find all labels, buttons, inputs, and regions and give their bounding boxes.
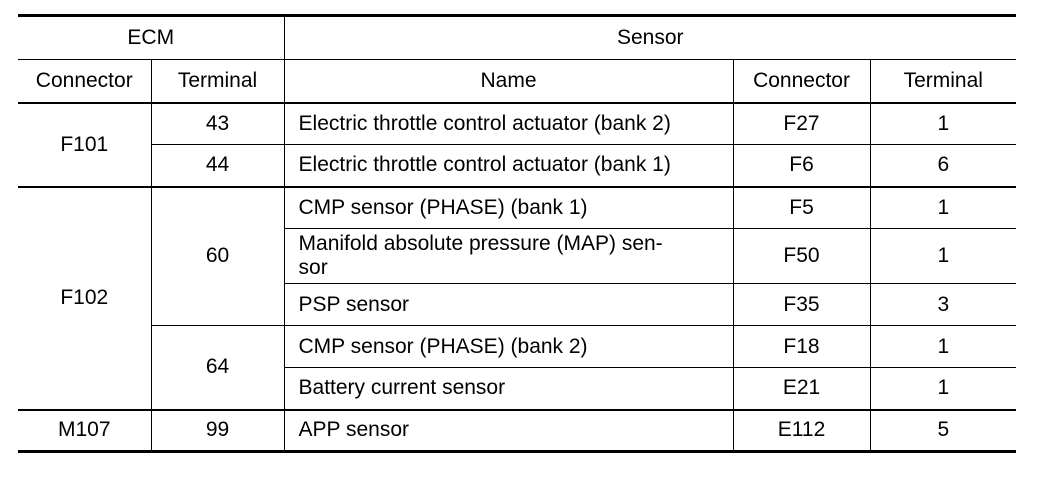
sensor-name-header: Name [284,60,733,103]
ecm-connector-cell: F101 [18,103,151,187]
sensor-connector-cell: F5 [733,187,870,229]
ecm-terminal-cell: 99 [151,410,284,452]
sensor-connector-cell: F18 [733,326,870,368]
sensor-name-cell: PSP sensor [284,284,733,326]
sensor-terminal-cell: 6 [870,145,1016,187]
sensor-name-cell: CMP sensor (PHASE) (bank 1) [284,187,733,229]
sensor-connector-cell: F6 [733,145,870,187]
ecm-terminal-cell: 44 [151,145,284,187]
header-row-sub [18,60,1016,103]
sensor-terminal-cell: 1 [870,187,1016,229]
sensor-terminal-header: Terminal [870,60,1016,103]
ecm-terminal-header: Terminal [151,60,284,103]
ecm-connector-cell: F102 [18,187,151,410]
ecm-terminal-cell: 64 [151,326,284,410]
ecm-terminal-cell: 43 [151,103,284,145]
sensor-terminal-cell: 1 [870,368,1016,410]
sensor-name-cell: APP sensor [284,410,733,452]
sensor-terminal-cell: 1 [870,103,1016,145]
sensor-connector-cell: F35 [733,284,870,326]
ecm-header: ECM [18,16,284,60]
ecm-terminal-cell: 60 [151,187,284,326]
sensor-name-cell: Electric throttle control actuator (bank 2) [284,103,733,145]
ecm-connector-header: Connector [18,60,151,103]
table-row [18,103,1016,145]
sensor-name-cell: Manifold absolute pressure (MAP) sen- sor [284,229,733,284]
table-row [18,187,1016,229]
sensor-connector-cell: E21 [733,368,870,410]
table-row [18,410,1016,452]
sensor-name-cell: Battery current sensor [284,368,733,410]
sensor-connector-cell: F50 [733,229,870,284]
table-row [18,145,1016,187]
sensor-terminal-cell: 3 [870,284,1016,326]
sensor-name-cell: CMP sensor (PHASE) (bank 2) [284,326,733,368]
ecm-sensor-table [18,14,1016,453]
header-row-top [18,16,1016,60]
sensor-terminal-cell: 5 [870,410,1016,452]
sensor-header: Sensor [284,16,1016,60]
sensor-connector-cell: F27 [733,103,870,145]
ecm-connector-cell: M107 [18,410,151,452]
sensor-connector-cell: E112 [733,410,870,452]
sensor-connector-header: Connector [733,60,870,103]
sensor-terminal-cell: 1 [870,229,1016,284]
sensor-terminal-cell: 1 [870,326,1016,368]
table-row [18,326,1016,368]
sensor-name-cell: Electric throttle control actuator (bank 1) [284,145,733,187]
